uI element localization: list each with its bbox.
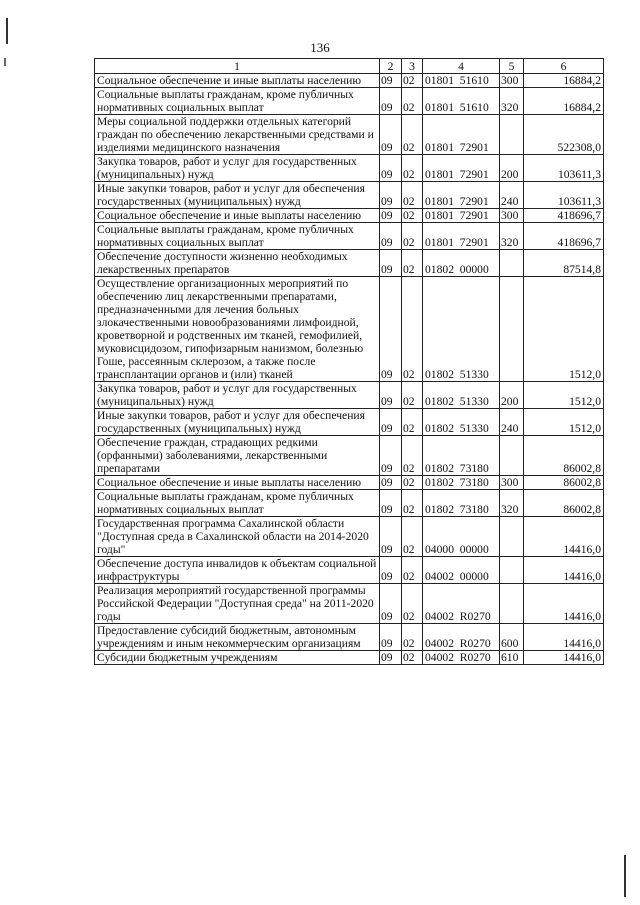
- section-cell: 09: [380, 409, 402, 436]
- target-article-cell: 04000 00000: [423, 517, 500, 557]
- amount-cell: 103611,3: [524, 182, 604, 209]
- subsection-cell: 02: [402, 490, 423, 517]
- section-cell: 09: [380, 74, 402, 88]
- row-name-cell: Реализация мероприятий государственной программы Российской Федерации "Доступная среда" на 2011-2020 годы: [95, 584, 380, 624]
- subsection-cell: 02: [402, 155, 423, 182]
- expense-type-cell: [500, 277, 524, 382]
- section-cell: 09: [380, 517, 402, 557]
- amount-cell: 1512,0: [524, 382, 604, 409]
- target-article-cell: 01802 51330: [423, 277, 500, 382]
- table-row: [95, 409, 604, 436]
- table-row: [95, 277, 604, 382]
- target-article-cell: 01802 73180: [423, 490, 500, 517]
- amount-cell: 14416,0: [524, 584, 604, 624]
- subsection-cell: 02: [402, 209, 423, 223]
- table-row: [95, 436, 604, 476]
- subsection-cell: 02: [402, 409, 423, 436]
- amount-cell: 14416,0: [524, 517, 604, 557]
- page-number: 136: [310, 40, 330, 55]
- subsection-cell: 02: [402, 88, 423, 115]
- subsection-cell: 02: [402, 277, 423, 382]
- amount-cell: 14416,0: [524, 557, 604, 584]
- target-article-cell: 01801 72901: [423, 155, 500, 182]
- target-article-cell: 01802 51330: [423, 409, 500, 436]
- row-name-cell: Закупка товаров, работ и услуг для государственных (муниципальных) нужд: [95, 382, 380, 409]
- section-cell: 09: [380, 490, 402, 517]
- row-name-cell: Социальные выплаты гражданам, кроме публичных нормативных социальных выплат: [95, 490, 380, 517]
- expense-type-cell: [500, 115, 524, 155]
- target-article-cell: 04002 R0270: [423, 624, 500, 651]
- expense-type-cell: [500, 557, 524, 584]
- target-article-cell: 01801 72901: [423, 115, 500, 155]
- subsection-cell: 02: [402, 115, 423, 155]
- amount-cell: 16884,2: [524, 74, 604, 88]
- column-header: 3: [402, 59, 423, 74]
- expense-type-cell: 240: [500, 182, 524, 209]
- section-cell: 09: [380, 382, 402, 409]
- budget-table: [94, 58, 604, 665]
- section-cell: 09: [380, 250, 402, 277]
- expense-type-cell: 240: [500, 409, 524, 436]
- section-cell: 09: [380, 557, 402, 584]
- row-name-cell: Предоставление субсидий бюджетным, автономным учреждениям и иным некоммерческим организациям: [95, 624, 380, 651]
- amount-cell: 14416,0: [524, 651, 604, 665]
- row-name-cell: Социальное обеспечение и иные выплаты населению: [95, 476, 380, 490]
- amount-cell: 86002,8: [524, 436, 604, 476]
- subsection-cell: 02: [402, 382, 423, 409]
- table-row: [95, 517, 604, 557]
- row-name-cell: Социальные выплаты гражданам, кроме публичных нормативных социальных выплат: [95, 223, 380, 250]
- section-cell: 09: [380, 624, 402, 651]
- subsection-cell: 02: [402, 182, 423, 209]
- expense-type-cell: 200: [500, 382, 524, 409]
- subsection-cell: 02: [402, 250, 423, 277]
- column-header: 1: [95, 59, 380, 74]
- table-row: [95, 382, 604, 409]
- amount-cell: 418696,7: [524, 223, 604, 250]
- expense-type-cell: 300: [500, 209, 524, 223]
- row-name-cell: Меры социальной поддержки отдельных категорий граждан по обеспечению лекарственными средствами и изделиями медицинского назначения: [95, 115, 380, 155]
- table-row: [95, 209, 604, 223]
- target-article-cell: 01801 72901: [423, 209, 500, 223]
- subsection-cell: 02: [402, 557, 423, 584]
- expense-type-cell: 200: [500, 155, 524, 182]
- row-name-cell: Обеспечение доступа инвалидов к объектам социальной инфраструктуры: [95, 557, 380, 584]
- subsection-cell: 02: [402, 624, 423, 651]
- row-name-cell: Социальное обеспечение и иные выплаты населению: [95, 74, 380, 88]
- subsection-cell: 02: [402, 584, 423, 624]
- amount-cell: 103611,3: [524, 155, 604, 182]
- table-row: [95, 115, 604, 155]
- expense-type-cell: [500, 250, 524, 277]
- section-cell: 09: [380, 182, 402, 209]
- target-article-cell: 01801 51610: [423, 88, 500, 115]
- target-article-cell: 04002 R0270: [423, 651, 500, 665]
- subsection-cell: 02: [402, 476, 423, 490]
- table-row: [95, 490, 604, 517]
- row-name-cell: Обеспечение доступности жизненно необходимых лекарственных препаратов: [95, 250, 380, 277]
- margin-mark: [4, 58, 6, 66]
- section-cell: 09: [380, 476, 402, 490]
- margin-mark: [624, 855, 626, 897]
- row-name-cell: Иные закупки товаров, работ и услуг для обеспечения государственных (муниципальных) нужд: [95, 409, 380, 436]
- expense-type-cell: 320: [500, 490, 524, 517]
- subsection-cell: 02: [402, 651, 423, 665]
- section-cell: 09: [380, 584, 402, 624]
- section-cell: 09: [380, 436, 402, 476]
- target-article-cell: 01802 73180: [423, 476, 500, 490]
- column-header: 6: [524, 59, 604, 74]
- amount-cell: 86002,8: [524, 490, 604, 517]
- amount-cell: 14416,0: [524, 624, 604, 651]
- expense-type-cell: [500, 584, 524, 624]
- row-name-cell: Социальные выплаты гражданам, кроме публичных нормативных социальных выплат: [95, 88, 380, 115]
- target-article-cell: 01801 51610: [423, 74, 500, 88]
- row-name-cell: Иные закупки товаров, работ и услуг для обеспечения государственных (муниципальных) нужд: [95, 182, 380, 209]
- table-row: [95, 651, 604, 665]
- target-article-cell: 01801 72901: [423, 223, 500, 250]
- table-row: [95, 74, 604, 88]
- section-cell: 09: [380, 651, 402, 665]
- column-header: 5: [500, 59, 524, 74]
- target-article-cell: 01802 00000: [423, 250, 500, 277]
- section-cell: 09: [380, 88, 402, 115]
- expense-type-cell: [500, 517, 524, 557]
- amount-cell: 86002,8: [524, 476, 604, 490]
- subsection-cell: 02: [402, 436, 423, 476]
- section-cell: 09: [380, 155, 402, 182]
- expense-type-cell: 600: [500, 624, 524, 651]
- section-cell: 09: [380, 277, 402, 382]
- column-header: 2: [380, 59, 402, 74]
- subsection-cell: 02: [402, 517, 423, 557]
- row-name-cell: Закупка товаров, работ и услуг для государственных (муниципальных) нужд: [95, 155, 380, 182]
- section-cell: 09: [380, 209, 402, 223]
- expense-type-cell: 300: [500, 476, 524, 490]
- amount-cell: 1512,0: [524, 277, 604, 382]
- target-article-cell: 04002 00000: [423, 557, 500, 584]
- table-row: [95, 88, 604, 115]
- target-article-cell: 04002 R0270: [423, 584, 500, 624]
- amount-cell: 87514,8: [524, 250, 604, 277]
- target-article-cell: 01801 72901: [423, 182, 500, 209]
- subsection-cell: 02: [402, 223, 423, 250]
- table-row: [95, 624, 604, 651]
- table-row: [95, 557, 604, 584]
- amount-cell: 418696,7: [524, 209, 604, 223]
- column-header: 4: [423, 59, 500, 74]
- expense-type-cell: 300: [500, 74, 524, 88]
- row-name-cell: Обеспечение граждан, страдающих редкими (орфанными) заболеваниями, лекарственными препаратами: [95, 436, 380, 476]
- target-article-cell: 01802 51330: [423, 382, 500, 409]
- expense-type-cell: 610: [500, 651, 524, 665]
- table-row: [95, 250, 604, 277]
- expense-type-cell: 320: [500, 88, 524, 115]
- table-row: [95, 182, 604, 209]
- table-row: [95, 476, 604, 490]
- table-row: [95, 223, 604, 250]
- expense-type-cell: [500, 436, 524, 476]
- expense-type-cell: 320: [500, 223, 524, 250]
- row-name-cell: Государственная программа Сахалинской области "Доступная среда в Сахалинской области на 2014-2020 годы": [95, 517, 380, 557]
- amount-cell: 1512,0: [524, 409, 604, 436]
- amount-cell: 522308,0: [524, 115, 604, 155]
- row-name-cell: Осуществление организационных мероприятий по обеспечению лиц лекарственными препаратами, предназначенными для лечения больных злокачественными новообразованиями лимфоидной, кроветворной и родственных им тканей, гемофилией, муковисцидозом, гипофизарным нанизмом, болезнью Гоше, рассеянным склерозом, а также после трансплантации органов и (или) тканей: [95, 277, 380, 382]
- table-header-row: [95, 59, 604, 74]
- section-cell: 09: [380, 115, 402, 155]
- section-cell: 09: [380, 223, 402, 250]
- target-article-cell: 01802 73180: [423, 436, 500, 476]
- row-name-cell: Социальное обеспечение и иные выплаты населению: [95, 209, 380, 223]
- amount-cell: 16884,2: [524, 88, 604, 115]
- row-name-cell: Субсидии бюджетным учреждениям: [95, 651, 380, 665]
- table-row: [95, 584, 604, 624]
- subsection-cell: 02: [402, 74, 423, 88]
- table-row: [95, 155, 604, 182]
